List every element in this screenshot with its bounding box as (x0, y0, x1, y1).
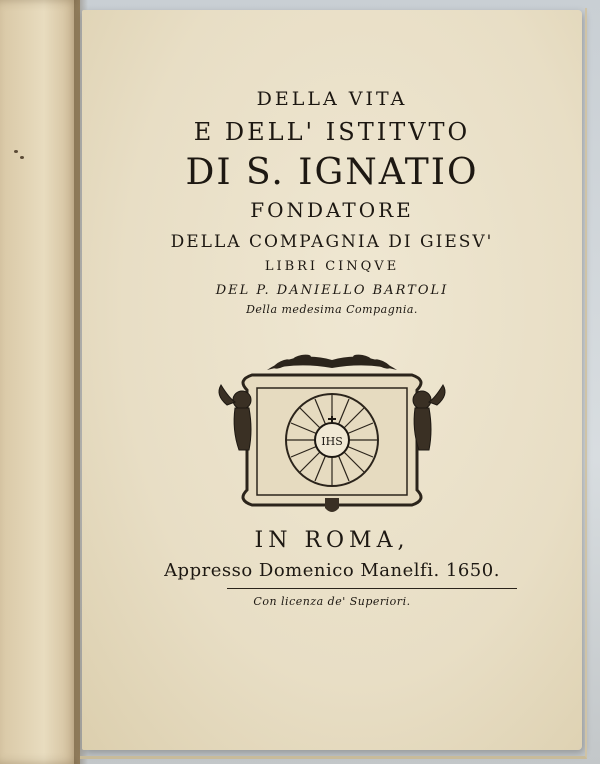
title-line-3: DI S. IGNATIO (185, 152, 479, 193)
title-page (82, 10, 582, 750)
jesuit-emblem (207, 350, 457, 520)
facing-page (0, 0, 80, 764)
author-affiliation: Della medesima Compagnia. (246, 303, 418, 316)
imprint-printer: Appresso Domenico Manelfi. 1650. (164, 560, 500, 581)
license-line: Con licenza de' Superiori. (253, 595, 411, 608)
title-line-2: E DELL' ISTITVTO (193, 118, 471, 146)
ihs-monogram: IHS (321, 435, 343, 448)
imprint-place: IN ROMA, (254, 528, 410, 553)
subtitle-line: LIBRI CINQVE (264, 259, 400, 274)
title-line-5: DELLA COMPAGNIA DI GIESV' (170, 232, 494, 252)
author-line: DEL P. DANIELLO BARTOLI (215, 283, 449, 298)
ink-spot (14, 150, 18, 153)
ink-spot (20, 156, 24, 159)
title-line-4: FONDATORE (250, 198, 414, 222)
title-line-1: DELLA VITA (256, 88, 408, 110)
divider-rule (227, 588, 517, 589)
